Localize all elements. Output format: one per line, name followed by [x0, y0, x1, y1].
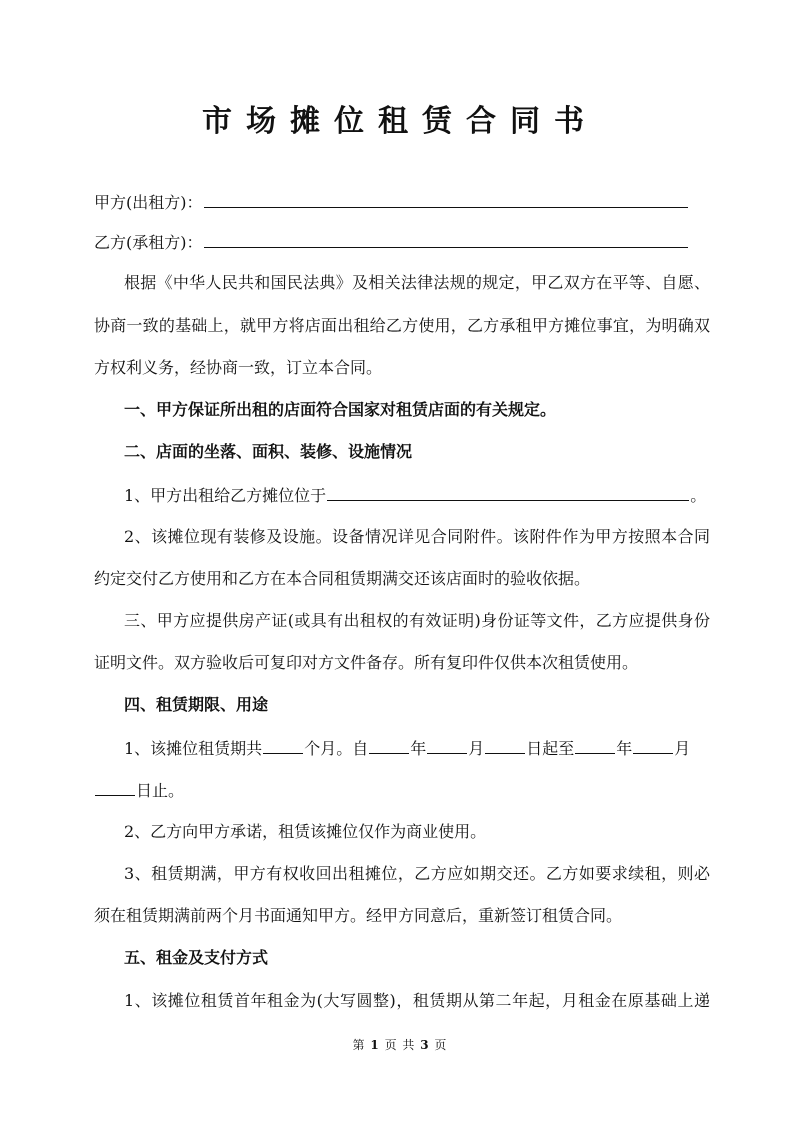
s2-item1-prefix: 1、甲方出租给乙方摊位位于 [124, 486, 327, 505]
party-a-blank [204, 191, 688, 208]
section-2-heading: 二、店面的坐落、面积、装修、设施情况 [124, 442, 413, 461]
start-year-blank [369, 737, 409, 754]
s2-item1-line [124, 484, 706, 506]
end-month-blank [633, 737, 673, 754]
footer-text-2: 页 共 [384, 1038, 416, 1052]
s2-item3-line-2: 证明文件。双方验收后可复印对方文件备存。所有复印件仅供本次租赁使用。 [94, 653, 639, 672]
s4-item1-text-7: 月 [674, 739, 691, 758]
page-footer [0, 1036, 800, 1053]
s2-item2-line-1: 2、该摊位现有装修及设施。设备情况详见合同附件。该附件作为甲方按照本合同 [124, 527, 710, 546]
footer-text-1: 第 [352, 1038, 366, 1052]
s4-item3-line-1: 3、租赁期满，甲方有权收回出租摊位，乙方应如期交还。乙方如要求续租，则必 [124, 864, 710, 883]
party-a-line [94, 191, 689, 213]
footer-text-3: 页 [434, 1038, 448, 1052]
months-blank [263, 737, 303, 754]
s2-item1-suffix: 。 [690, 486, 707, 505]
s4-item3-line-2: 须在租赁期满前两个月书面通知甲方。经甲方同意后，重新签订租赁合同。 [94, 906, 623, 925]
s2-item2-line-2: 约定交付乙方使用和乙方在本合同租赁期满交还该店面时的验收依据。 [94, 569, 591, 588]
s4-item1-line-1 [124, 737, 690, 759]
preamble-line-1: 根据《中华人民共和国民法典》及相关法律法规的规定，甲乙双方在平等、自愿、 [124, 273, 710, 292]
s2-item3-line-1: 三、甲方应提供房产证(或具有出租权的有效证明)身份证等文件，乙方应提供身份 [124, 611, 710, 630]
current-page-number: 1 [370, 1038, 380, 1052]
location-blank [327, 484, 689, 501]
start-month-blank [427, 737, 467, 754]
party-a-label: 甲方(出租方)： [94, 193, 203, 212]
end-day-blank [95, 779, 135, 796]
preamble-line-3: 方权利义务，经协商一致，订立本合同。 [94, 358, 383, 377]
s4-item1-text-3: 年 [410, 739, 427, 758]
section-5-heading: 五、租金及支付方式 [124, 948, 269, 967]
s4-item1-text-6: 年 [616, 739, 633, 758]
preamble-line-2: 协商一致的基础上，就甲方将店面出租给乙方使用，乙方承租甲方摊位事宜，为明确双 [94, 316, 710, 335]
s4-item2-line: 2、乙方向甲方承诺，租赁该摊位仅作为商业使用。 [124, 822, 487, 841]
party-b-line [94, 231, 689, 253]
section-4-heading: 四、租赁期限、用途 [124, 695, 269, 714]
s4-item1-text-4: 月 [468, 739, 485, 758]
s4-item1-text-1: 1、该摊位租赁期共 [124, 739, 263, 758]
document-title: 市场摊位租赁合同书 [202, 104, 598, 139]
s4-item1-text-5: 日起至 [526, 739, 575, 758]
s4-item1-text-8: 日止。 [136, 781, 185, 800]
party-b-label: 乙方(承租方)： [94, 233, 203, 252]
s4-item1-text-2: 个月。自 [304, 739, 369, 758]
end-year-blank [575, 737, 615, 754]
party-b-blank [204, 231, 688, 248]
s5-item1-line-1: 1、该摊位租赁首年租金为(大写圆整)，租赁期从第二年起，月租金在原基础上递 [124, 991, 710, 1010]
total-pages-number: 3 [420, 1038, 430, 1052]
section-1-heading: 一、甲方保证所出租的店面符合国家对租赁店面的有关规定。 [124, 400, 557, 419]
start-day-blank [485, 737, 525, 754]
s4-item1-line-2 [94, 779, 184, 801]
